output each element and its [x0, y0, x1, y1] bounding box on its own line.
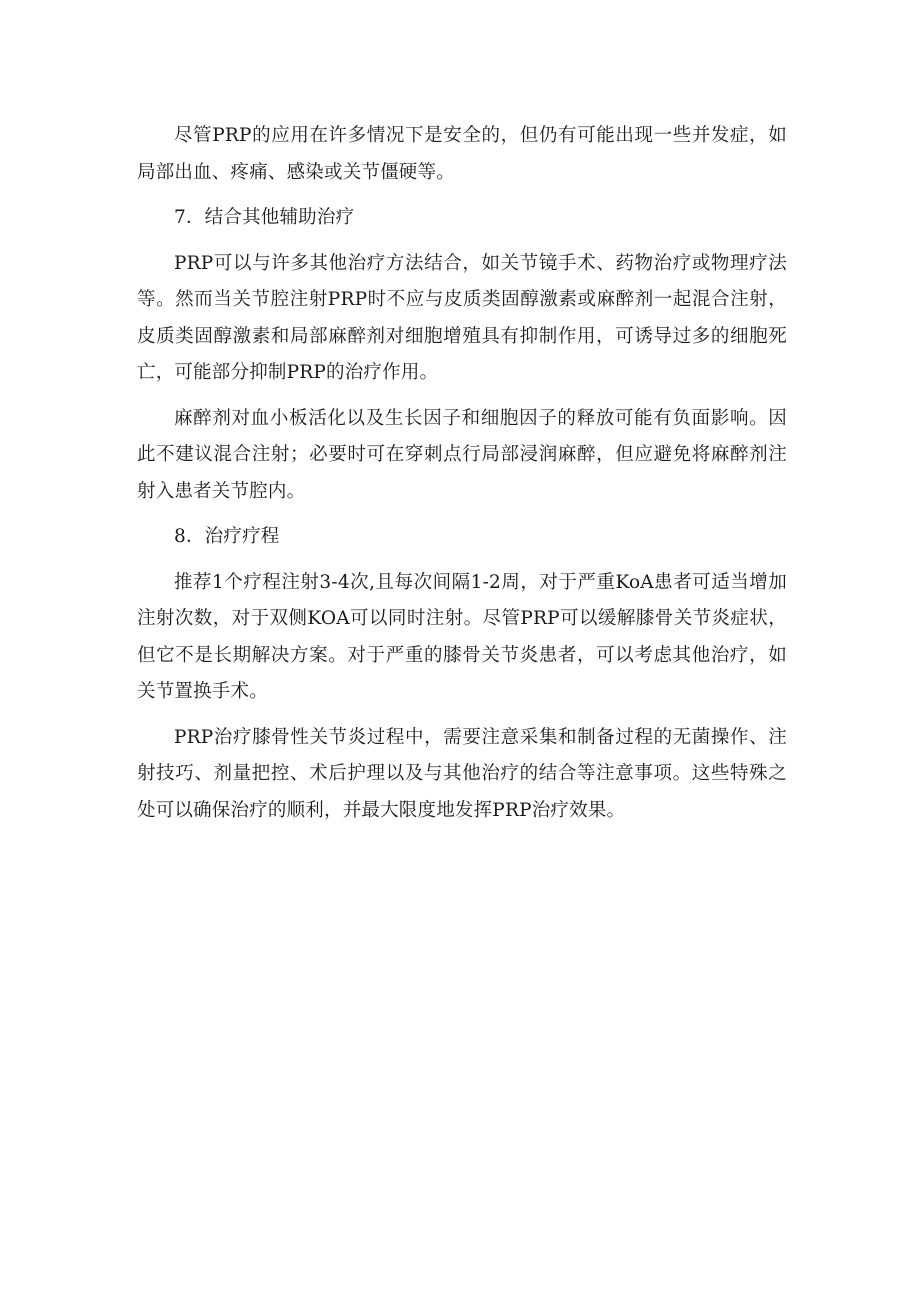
paragraph-complications: 尽管PRP的应用在许多情况下是安全的，但仍有可能出现一些并发症，如局部出血、疼痛、感染或关节僵硬等。 [137, 125, 787, 183]
section-heading-8: 8．治疗疗程 [174, 526, 280, 547]
paragraph-combined-therapy: PRP可以与许多其他治疗方法结合，如关节镜手术、药物治疗或物理疗法等。然而当关节腔注射PRP时不应与皮质类固醇激素或麻醉剂一起混合注射，皮质类固醇激素和局部麻醉剂对细胞增殖具有抑制作用，可诱导过多的细胞死亡，可能部分抑制PRP的治疗作用。 [137, 252, 787, 383]
document-body [137, 118, 787, 838]
paragraph-precautions-summary: PRP治疗膝骨性关节炎过程中，需要注意采集和制备过程的无菌操作、注射技巧、剂量把控、术后护理以及与其他治疗的结合等注意事项。这些特殊之处可以确保治疗的顺利，并最大限度地发挥PRP治疗效果。 [137, 726, 787, 821]
section-heading-7: 7．结合其他辅助治疗 [174, 207, 355, 228]
paragraph-course-recommendation: 推荐1个疗程注射3-4次,且每次间隔1-2周，对于严重KoA患者可适当增加注射次数，对于双侧KOA可以同时注射。尽管PRP可以缓解膝骨关节炎症状，但它不是长期解决方案。对于严重的膝骨关节炎患者，可以考虑其他治疗，如关节置换手术。 [137, 571, 787, 702]
paragraph-anesthetic: 麻醉剂对血小板活化以及生长因子和细胞因子的释放可能有负面影响。因此不建议混合注射；必要时可在穿刺点行局部浸润麻醉，但应避免将麻醉剂注射入患者关节腔内。 [137, 407, 787, 502]
